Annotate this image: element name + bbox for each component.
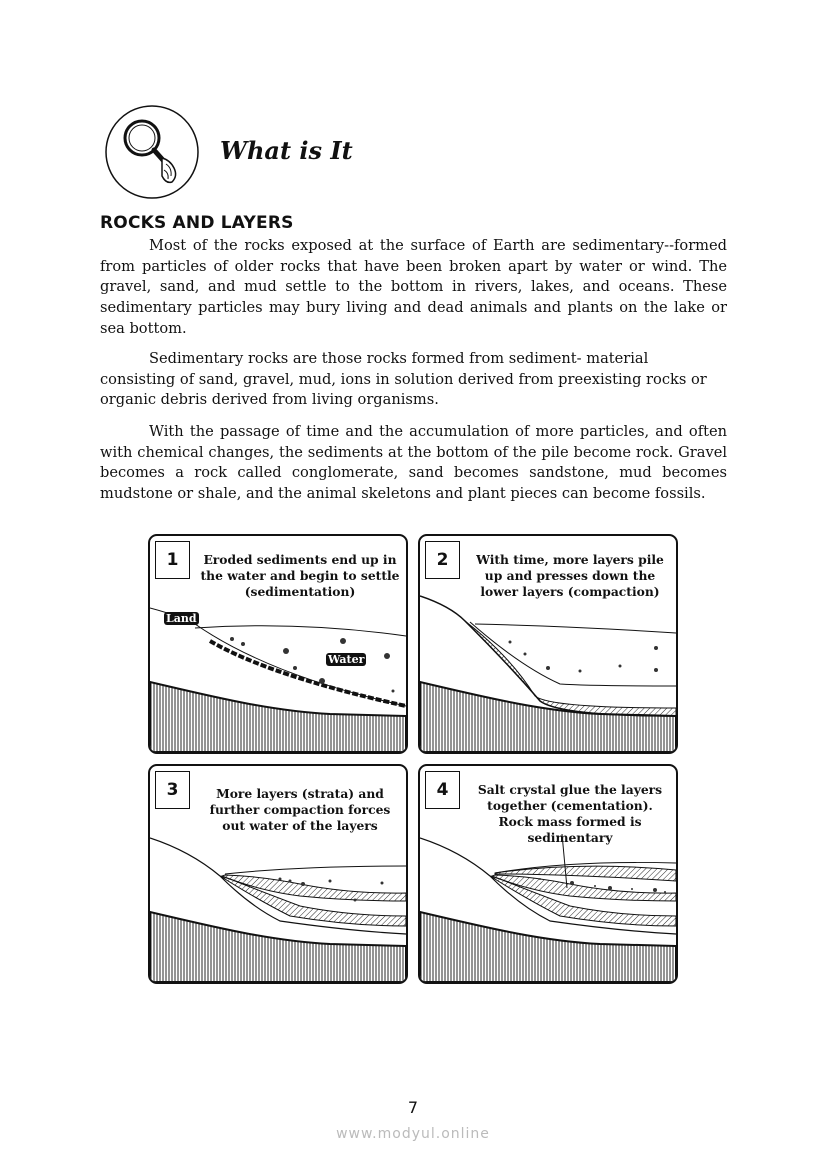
magnifying-glass-icon <box>104 104 200 200</box>
step-caption: Salt crystal glue the layers together (cementation). Rock mass formed is sedimentary <box>477 782 663 845</box>
step-number: 2 <box>425 541 460 579</box>
footer-watermark: www.modyul.online <box>336 1126 490 1142</box>
paragraph-2 <box>100 349 727 411</box>
step-caption: With time, more layers pile up and presses down the lower layers (compaction) <box>476 552 664 599</box>
paragraph-text: Most of the rocks exposed at the surface of Earth are sedimentary--formed from particles of older rocks that have been broken apart by water or wind. The gravel, sand, and mud settle to the bottom in rivers, lakes, and oceans. These sedimentary particles may bury living and dead animals and plants on the lake or sea bottom. <box>100 237 727 337</box>
land-label: Land <box>166 612 197 625</box>
page-number: 7 <box>407 1098 419 1117</box>
step-number: 3 <box>155 771 190 809</box>
water-label: Water <box>328 653 365 666</box>
diagram-panel-1 <box>148 534 408 754</box>
section-title: What is It <box>220 136 353 165</box>
heading: ROCKS AND LAYERS <box>100 213 294 233</box>
paragraph-1 <box>100 236 727 340</box>
step-caption: More layers (strata) and further compaction forces out water of the layers <box>209 786 391 833</box>
step-number: 1 <box>155 541 190 579</box>
step-number: 4 <box>425 771 460 809</box>
diagram-panel-2 <box>418 534 678 754</box>
diagram-panel-4 <box>418 764 678 984</box>
diagram-panel-3 <box>148 764 408 984</box>
paragraph-text: With the passage of time and the accumulation of more particles, and often with chemical changes, the sediments at the bottom of the pile become rock. Gravel becomes a rock called conglomerate, sand becomes sandstone, mud becomes mudstone or shale, and the animal skeletons and plant pieces can become fossils. <box>100 423 727 503</box>
step-caption: Eroded sediments end up in the water and begin to settle (sedimentation) <box>200 552 400 599</box>
paragraph-text: Sedimentary rocks are those rocks formed from sediment- material consisting of sand, gravel, mud, ions in solution derived from preexisting rocks or organic debris derived from living organisms. <box>100 350 707 409</box>
paragraph-3 <box>100 422 727 505</box>
